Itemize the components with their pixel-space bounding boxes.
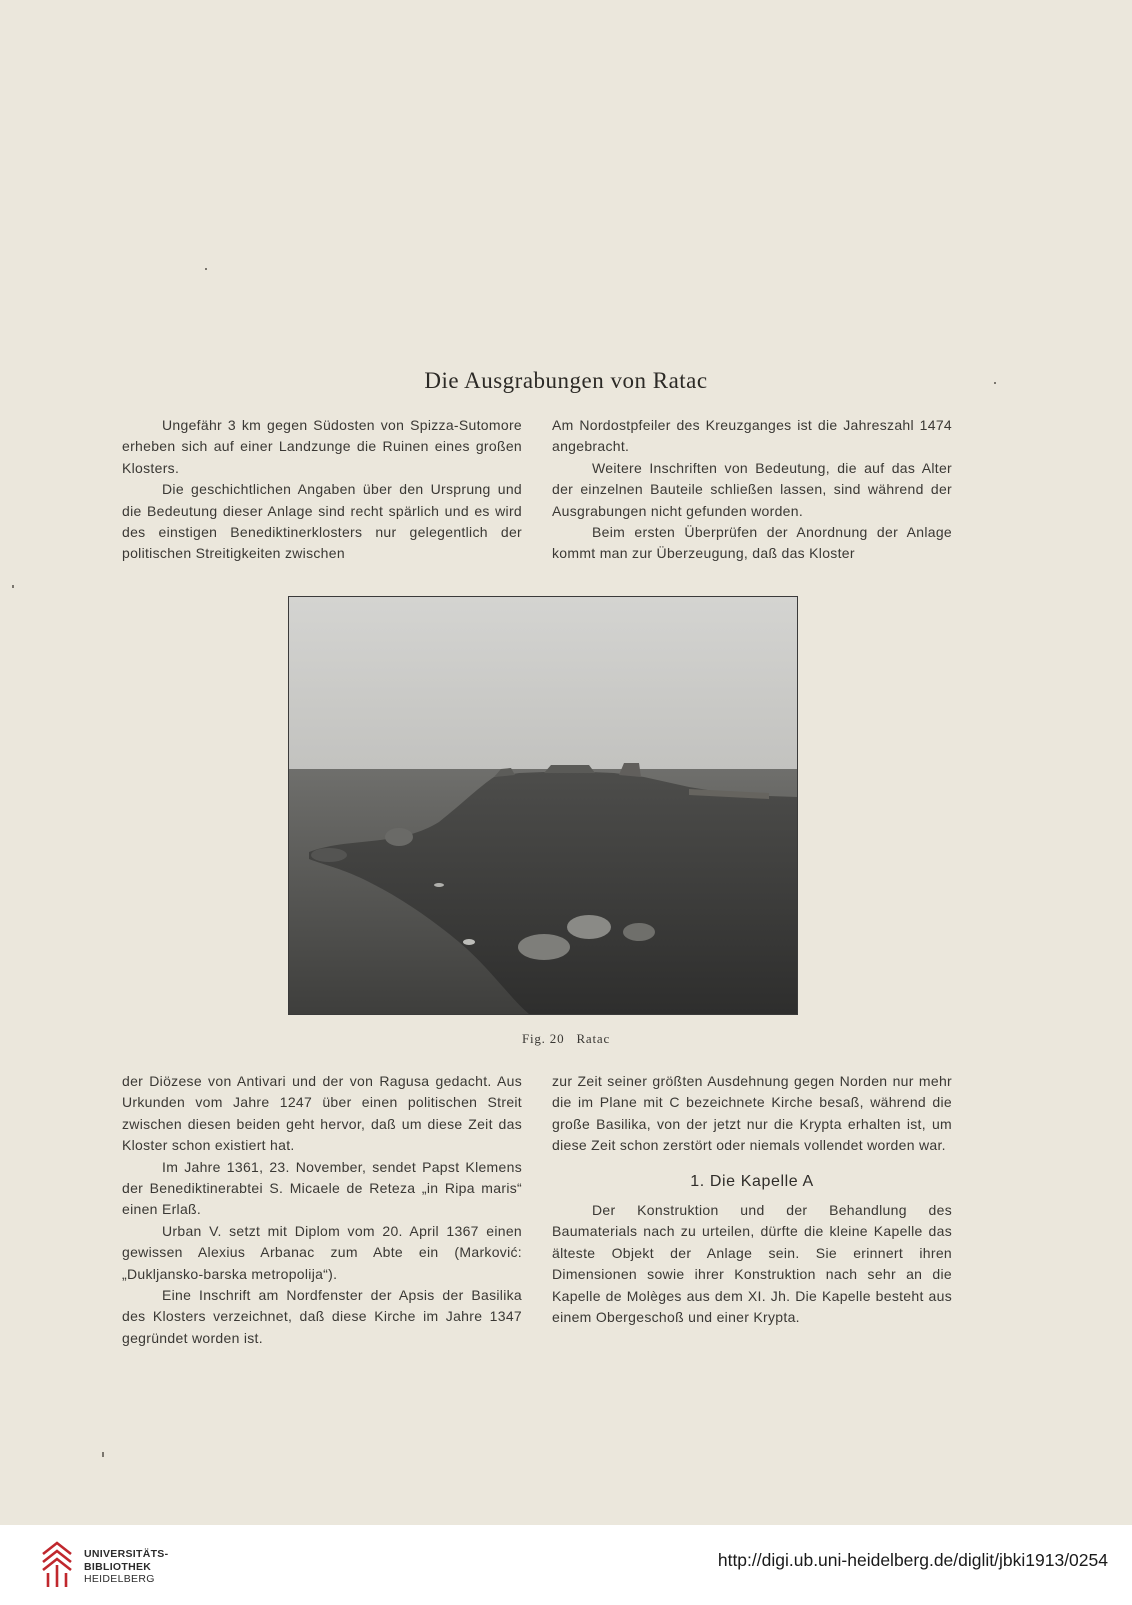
library-name-line: BIBLIOTHEK xyxy=(84,1560,152,1573)
scan-speck xyxy=(102,1452,104,1457)
paragraph: der Diözese von Antivari und der von Ragusa gedacht. Aus Urkunden vom Jahre 1247 über einen politischen Streit zwischen diesen beiden geht hervor, daß um diese Zeit das Kloster schon existiert hat. xyxy=(122,1073,522,1154)
paragraph: Ungefähr 3 km gegen Südosten von Spizza-Sutomore erheben sich auf einer Landzunge die Ruinen eines großen Klosters. xyxy=(122,417,522,476)
university-library-logo xyxy=(40,1540,74,1590)
paragraph: zur Zeit seiner größten Ausdehnung gegen Norden nur mehr die im Plane mit C bezeichnete Kirche besaß, während die große Basilika, von der jetzt nur die Krypta erhalten ist, um diese Zeit schon zerstört oder niemals vollendet worden war. xyxy=(552,1073,952,1154)
paragraph: Weitere Inschriften von Bedeutung, die auf das Alter der einzelnen Bauteile schließen lassen, sind während der Ausgrabungen nicht gefunden worden. xyxy=(552,459,952,519)
figure-photograph xyxy=(288,596,798,1015)
page-title: Die Ausgrabungen von Ratac xyxy=(424,368,708,393)
figure-caption-text: Ratac xyxy=(576,1031,611,1046)
section-heading: 1. Die Kapelle A xyxy=(690,1172,814,1190)
figure-caption xyxy=(0,1031,1132,1047)
headland-photo-image xyxy=(289,597,797,1014)
source-url[interactable]: http://digi.ub.uni-heidelberg.de/diglit/jbki1913/0254 xyxy=(717,1550,1108,1570)
scan-speck xyxy=(994,382,996,384)
library-name-line: UNIVERSITÄTS- xyxy=(84,1548,169,1560)
scan-speck xyxy=(205,268,207,270)
library-name-line: HEIDELBERG xyxy=(84,1573,155,1585)
scan-speck xyxy=(12,585,14,588)
column-right-bottom xyxy=(552,1071,952,1328)
column-right-top xyxy=(552,415,952,565)
column-left-bottom xyxy=(122,1071,522,1349)
paragraph: Urban V. setzt mit Diplom vom 20. April 1367 einen gewissen Alexius Arbanac zum Abte ein (Marković: „Dukljansko-barska metropolija“). xyxy=(122,1222,522,1282)
column-left-top xyxy=(122,415,522,565)
library-footer xyxy=(0,1525,1132,1605)
paragraph: Beim ersten Überprüfen der Anordnung der Anlage kommt man zur Überzeugung, daß das Kloster xyxy=(552,524,952,562)
paragraph: Im Jahre 1361, 23. November, sendet Papst Klemens der Benediktinerabtei S. Micaele de Reteza „in Ripa maris“ einen Erlaß. xyxy=(122,1158,522,1218)
paragraph: Eine Inschrift am Nordfenster der Apsis der Basilika des Klosters verzeichnet, daß diese Kirche im Jahre 1347 gegründet worden ist. xyxy=(122,1287,522,1346)
paragraph: Der Konstruktion und der Behandlung des Baumaterials nach zu urteilen, dürfte die kleine Kapelle das älteste Objekt der Anlage sein. Sie erinnert ihren Dimensionen sowie ihrer Konstruktion nach sehr an die Kapelle de Molèges aus dem XI. Jh. Die Kapelle besteht aus einem Obergeschoß und einer Krypta. xyxy=(552,1202,952,1326)
figure-label: Fig. 20 xyxy=(521,1031,565,1046)
library-name xyxy=(84,1548,168,1586)
paragraph: Die geschichtlichen Angaben über den Ursprung und die Bedeutung dieser Anlage sind recht spärlich und es wird des einstigen Benediktinerklosters nur gelegentlich der politischen Streitigkeiten zwischen xyxy=(122,481,522,562)
paragraph: Am Nordostpfeiler des Kreuzganges ist die Jahreszahl 1474 angebracht. xyxy=(552,417,952,455)
